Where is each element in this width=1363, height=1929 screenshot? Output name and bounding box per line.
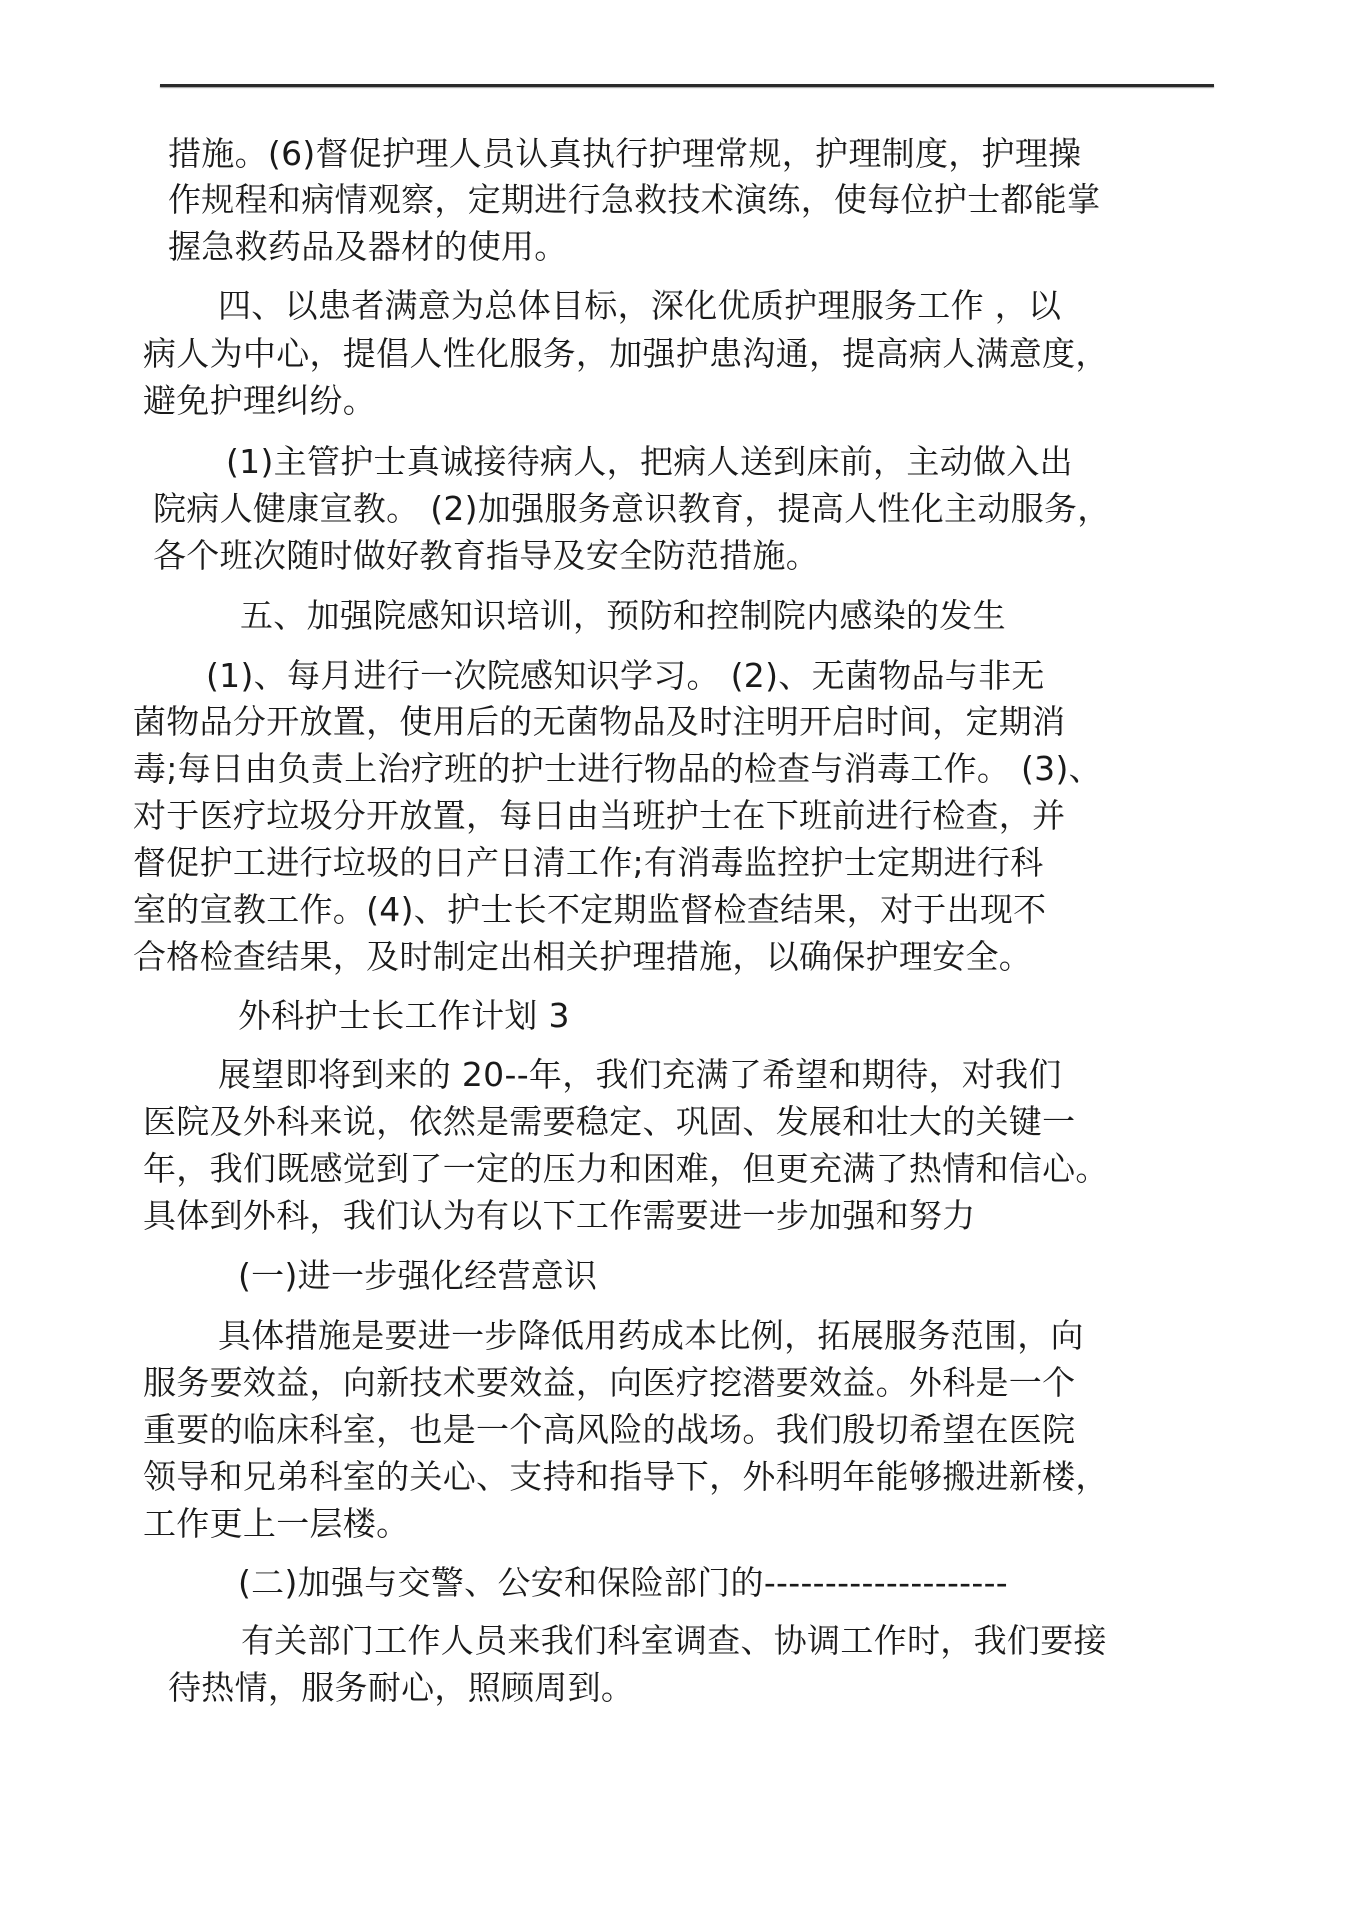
text-line: 避免护理纠纷。 (143, 381, 377, 420)
text-line: 菌物品分开放置，使用后的无菌物品及时注明开启时间，定期消 (133, 702, 1066, 741)
text-line: 对于医疗垃圾分开放置，每日由当班护士在下班前进行检查，并 (133, 796, 1066, 835)
text-line: 待热情，服务耐心，照顾周到。 (168, 1668, 635, 1707)
text-line: 作规程和病情观察，定期进行急救技术演练，使每位护士都能掌 (168, 180, 1101, 219)
text-line: 有关部门工作人员来我们科室调查、协调工作时，我们要接 (241, 1621, 1107, 1660)
text-line: 五、加强院感知识培训，预防和控制院内感染的发生 (240, 596, 1006, 635)
text-line: 四、以患者满意为总体目标，深化优质护理服务工作 ，以 (218, 286, 1062, 325)
subsection-heading: (一)进一步强化经营意识 (238, 1256, 598, 1295)
text-line: 工作更上一层楼。 (143, 1504, 410, 1543)
text-line: 具体措施是要进一步降低用药成本比例，拓展服务范围，向 (218, 1316, 1084, 1355)
text-line: 重要的临床科室，也是一个高风险的战场。我们殷切希望在医院 (143, 1410, 1076, 1449)
header-divider (160, 84, 1214, 87)
text-line: 各个班次随时做好教育指导及安全防范措施。 (153, 536, 819, 575)
text-line: 服务要效益，向新技术要效益，向医疗挖潜要效益。外科是一个 (143, 1363, 1076, 1402)
text-line: 年，我们既感觉到了一定的压力和困难，但更充满了热情和信心。 (143, 1149, 1109, 1188)
text-line: 室的宣教工作。(4)、护士长不定期监督检查结果，对于出现不 (133, 890, 1047, 929)
text-line: 院病人健康宣教。 (2)加强服务意识教育，提高人性化主动服务， (153, 489, 1111, 528)
text-line: 毒;每日由负责上治疗班的护士进行物品的检查与消毒工作。 (3)、 (133, 749, 1102, 788)
subsection-heading: (二)加强与交警、公安和保险部门的-------------------- (238, 1563, 1009, 1602)
text-line: (1)、每月进行一次院感知识学习。 (2)、无菌物品与非无 (206, 656, 1045, 695)
text-line: 具体到外科，我们认为有以下工作需要进一步加强和努力 (143, 1196, 976, 1235)
text-line: 督促护工进行垃圾的日产日清工作;有消毒监控护士定期进行科 (133, 843, 1044, 882)
text-line: (1)主管护士真诚接待病人，把病人送到床前，主动做入出 (226, 442, 1073, 481)
section-heading: 外科护士长工作计划 3 (238, 996, 570, 1035)
text-line: 合格检查结果，及时制定出相关护理措施，以确保护理安全。 (133, 937, 1033, 976)
text-line: 医院及外科来说，依然是需要稳定、巩固、发展和壮大的关键一 (143, 1102, 1076, 1141)
text-line: 病人为中心，提倡人性化服务，加强护患沟通，提高病人满意度， (143, 334, 1109, 373)
text-line: 措施。(6)督促护理人员认真执行护理常规，护理制度，护理操 (168, 134, 1082, 173)
text-line: 握急救药品及器材的使用。 (168, 227, 568, 266)
text-line: 展望即将到来的 20--年，我们充满了希望和期待，对我们 (218, 1055, 1062, 1094)
text-line: 领导和兄弟科室的关心、支持和指导下，外科明年能够搬进新楼， (143, 1457, 1109, 1496)
